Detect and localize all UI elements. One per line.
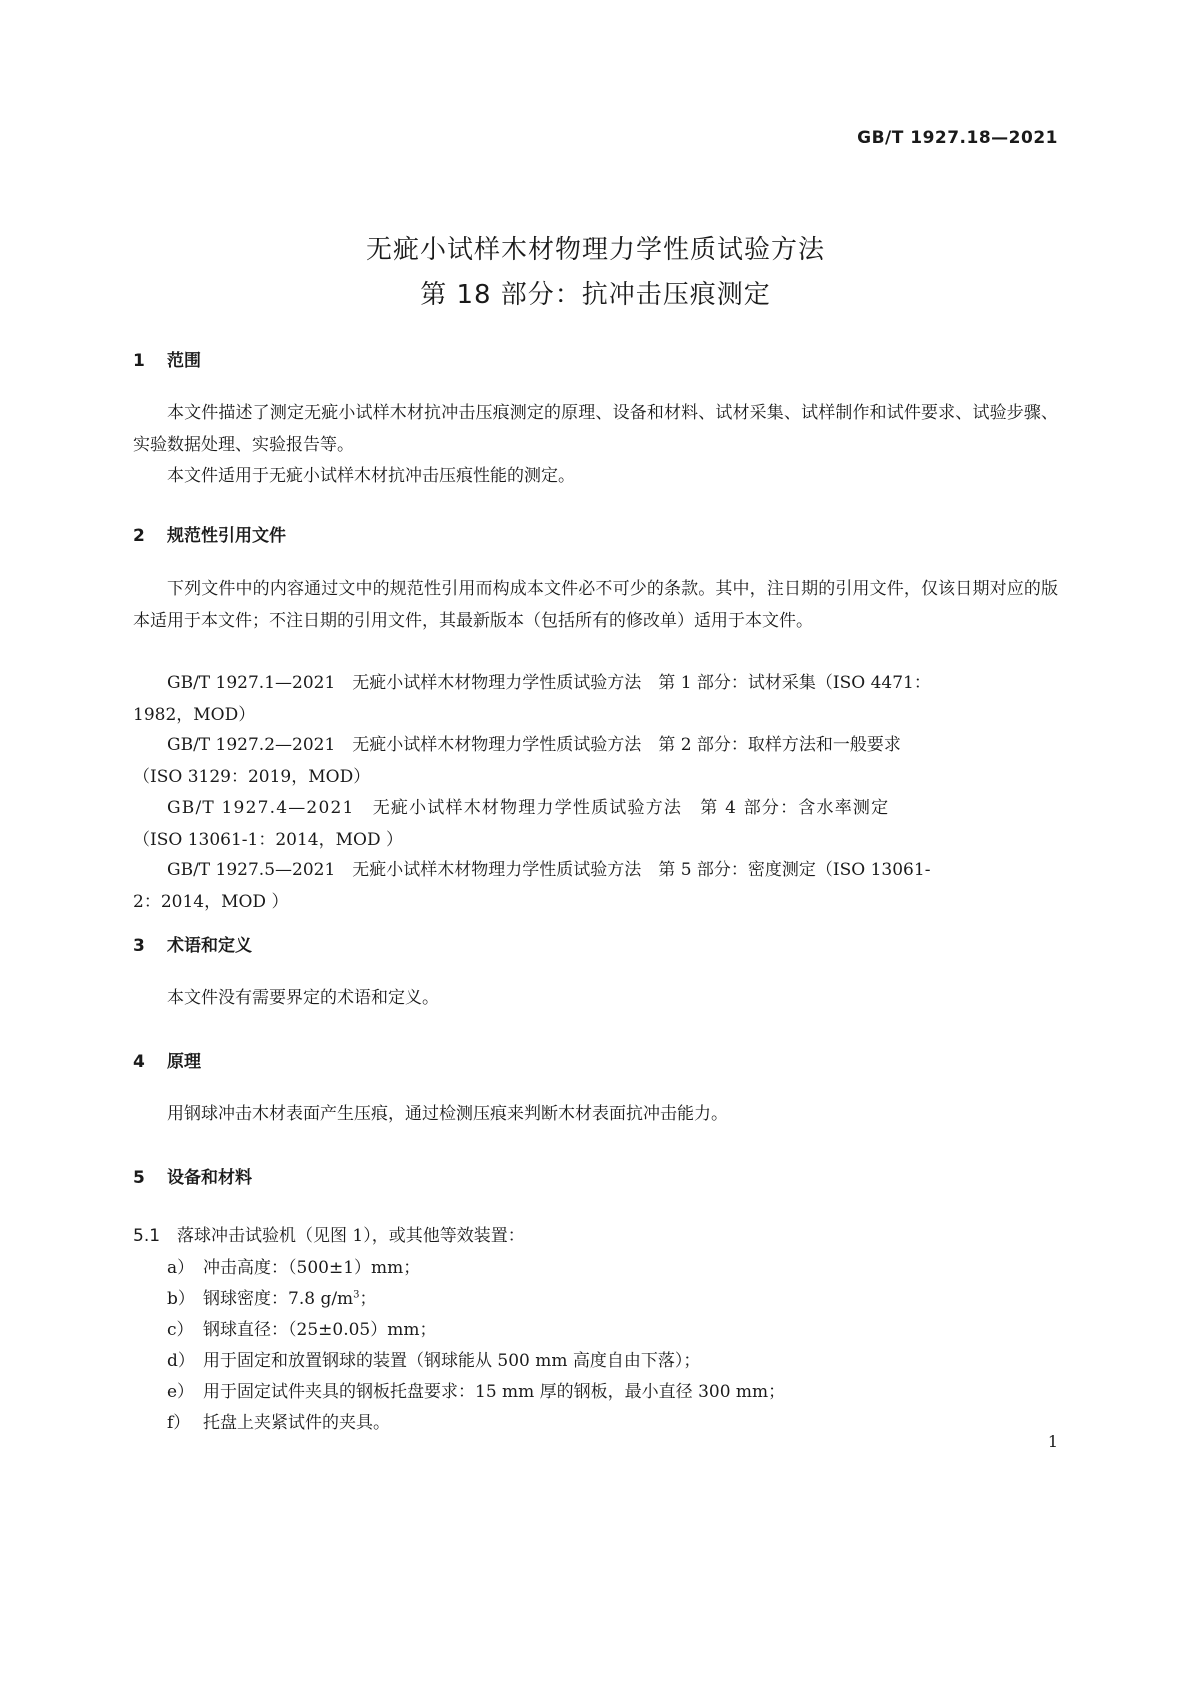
list-item-text: 用于固定试件夹具的钢板托盘要求：15 mm 厚的钢板，最小直径 300 mm； [203,1382,786,1402]
reference-line-1: GB/T 1927.1—2021 无疵小试样木材物理力学性质试验方法 第 1 部分：试材采集（ISO 4471： [167,673,931,693]
list-item-text: 钢球密度：7.8 g/m [203,1289,354,1309]
section-4-para: 用钢球冲击木材表面产生压痕，通过检测压痕来判断木材表面抗冲击能力。 [167,1104,728,1124]
clause-number: 5.1 [133,1226,161,1246]
page-number: 1 [1047,1432,1058,1451]
normative-reference [133,855,1058,918]
normative-reference [133,730,1058,793]
document-title-line-2: 第 18 部分：抗冲击压痕测定 [420,280,771,310]
list-item [167,1253,420,1278]
section-3-number: 3 [133,936,145,956]
reference-line-1: GB/T 1927.4—2021 无疵小试样木材物理力学性质试验方法 第 4 部分：含水率测定 [167,798,890,818]
list-item-text: 用于固定和放置钢球的装置（钢球能从 500 mm 高度自由下落）； [203,1351,701,1371]
list-item [167,1315,436,1340]
normative-reference [133,668,1058,731]
list-item-text: 冲击高度：（500±1）mm； [203,1258,421,1278]
section-1-heading [133,346,201,371]
clause-5-1 [133,1221,525,1246]
list-item [167,1408,390,1433]
reference-line-1: GB/T 1927.5—2021 无疵小试样木材物理力学性质试验方法 第 5 部分：密度测定（ISO 13061- [167,860,931,880]
list-item-text-end: ； [359,1289,377,1309]
list-item [167,1377,785,1402]
reference-line-2: 1982，MOD） [133,704,256,725]
section-4-number: 4 [133,1052,145,1072]
list-item-text: 托盘上夹紧试件的夹具。 [203,1413,390,1433]
document-title-line-1: 无疵小试样木材物理力学性质试验方法 [365,235,825,265]
reference-line-2: （ISO 3129：2019，MOD） [133,766,371,787]
section-4-heading [133,1047,201,1072]
list-item-label: b） [167,1289,195,1309]
section-2-title: 规范性引用文件 [167,526,286,546]
section-4-title: 原理 [167,1052,201,1072]
section-1-para-2: 本文件适用于无疵小试样木材抗冲击压痕性能的测定。 [167,466,575,486]
list-item-text: 钢球直径：（25±0.05）mm； [203,1320,437,1340]
list-item-label: e） [167,1382,195,1402]
list-item [167,1284,377,1309]
section-2-intro: 下列文件中的内容通过文中的规范性引用而构成本文件必不可少的条款。其中，注日期的引用文件，仅该日期对应的版本适用于本文件；不注日期的引用文件，其最新版本（包括所有的修改单）适用于本文件。 [133,579,1058,631]
list-item-label: f） [167,1413,191,1433]
superscript: 3 [353,1289,360,1301]
reference-line-1: GB/T 1927.2—2021 无疵小试样木材物理力学性质试验方法 第 2 部分：取样方法和一般要求 [167,735,901,755]
standard-code: GB/T 1927.18—2021 [857,128,1058,148]
list-item-label: d） [167,1351,195,1371]
section-3-title: 术语和定义 [167,936,252,956]
list-item-label: c） [167,1320,194,1340]
section-5-title: 设备和材料 [167,1168,252,1188]
list-item-label: a） [167,1258,195,1278]
section-1-number: 1 [133,351,145,371]
reference-line-2: 2：2014，MOD ） [133,891,289,912]
section-2-number: 2 [133,526,145,546]
normative-reference [133,793,1058,856]
list-item [167,1346,700,1371]
clause-text: 落球冲击试验机（见图 1），或其他等效装置： [177,1226,525,1246]
section-1-para-1: 本文件描述了测定无疵小试样木材抗冲击压痕测定的原理、设备和材料、试材采集、试样制作和试件要求、试验步骤、实验数据处理、实验报告等。 [133,403,1058,455]
section-2-heading [133,521,286,546]
reference-line-2: （ISO 13061-1：2014，MOD ） [133,829,403,850]
section-3-heading [133,931,252,956]
section-3-para: 本文件没有需要界定的术语和定义。 [167,988,439,1008]
section-5-heading [133,1163,252,1188]
section-5-number: 5 [133,1168,145,1188]
section-1-title: 范围 [167,351,201,371]
